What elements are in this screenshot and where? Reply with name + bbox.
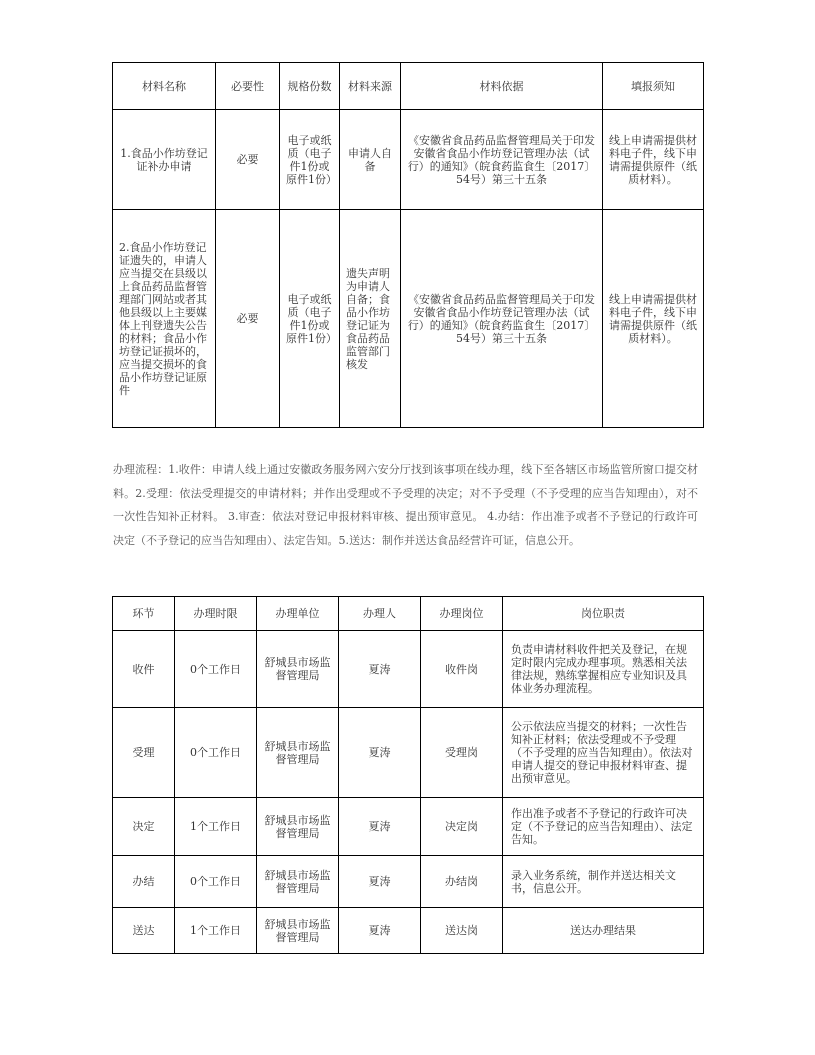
process-description: 办理流程：1.收件：申请人线上通过安徽政务服务网六安分厅找到该事项在线办理，线下至各辖区市场监管所窗口提交材料。2.受理：依法受理提交的申请材料；并作出受理或不予受理的决定；对不予受理（不予受理的应当告知理由），对不一次性告知补正材料。 3.审查：依法对登记申报材料审核、提出预审意见。 4.办结：作出准予或者不予登记的行政许可决定（不予登记的应当告知理由）、法定告知。5.送达：制作并送达食品经营许可证，信息公开。 [113,463,698,547]
notice-cell: 线上申请需提供材料电子件，线下申请需提供原件（纸质材料）。 [603,110,704,210]
column-header: 必要性 [216,63,280,110]
table-row [113,210,704,428]
duty-cell: 公示依法应当提交的材料；一次性告知补正材料；依法受理或不予受理（不予受理的应当告知理由）。依法对申请人提交的登记申报材料审查、提出预审意见。 [503,708,704,798]
step-cell: 办结 [113,856,175,908]
necessity-cell: 必要 [216,210,280,428]
column-header: 办理人 [339,597,421,631]
post-cell: 办结岗 [421,856,503,908]
unit-cell: 舒城县市场监督管理局 [257,908,339,954]
duty-cell: 送达办理结果 [503,908,704,954]
notice-cell: 线上申请需提供材料电子件，线下申请需提供原件（纸质材料）。 [603,210,704,428]
duty-cell: 作出准予或者不予登记的行政许可决定（不予登记的应当告知理由）、法定告知。 [503,798,704,856]
table-row [113,110,704,210]
steps-table [112,596,704,954]
column-header: 材料来源 [340,63,401,110]
step-cell: 送达 [113,908,175,954]
unit-cell: 舒城县市场监督管理局 [257,798,339,856]
post-cell: 送达岗 [421,908,503,954]
column-header: 环节 [113,597,175,631]
table-row [113,798,704,856]
column-header: 规格份数 [280,63,340,110]
person-cell: 夏涛 [339,908,421,954]
column-header: 材料名称 [113,63,216,110]
duty-cell: 录入业务系统，制作并送达相关文书，信息公开。 [503,856,704,908]
unit-cell: 舒城县市场监督管理局 [257,856,339,908]
source-cell: 遗失声明为申请人自备；食品小作坊登记证为食品药品监管部门核发 [340,210,401,428]
person-cell: 夏涛 [339,856,421,908]
column-header: 办理单位 [257,597,339,631]
step-cell: 受理 [113,708,175,798]
table-header-row [113,597,704,631]
material-name-cell: 1.食品小作坊登记证补办申请 [113,110,216,210]
time-cell: 1个工作日 [175,908,257,954]
basis-cell: 《安徽省食品药品监督管理局关于印发安徽省食品小作坊登记管理办法（试行）的通知》（皖食药监食生〔2017〕54号）第三十五条 [401,110,603,210]
basis-cell: 《安徽省食品药品监督管理局关于印发安徽省食品小作坊登记管理办法（试行）的通知》（皖食药监食生〔2017〕54号）第三十五条 [401,210,603,428]
unit-cell: 舒城县市场监督管理局 [257,708,339,798]
duty-cell: 负责申请材料收件把关及登记，在规定时限内完成办理事项。熟悉相关法律法规，熟练掌握相应专业知识及具体业务办理流程。 [503,631,704,708]
necessity-cell: 必要 [216,110,280,210]
materials-table [112,62,704,428]
time-cell: 0个工作日 [175,856,257,908]
spec-cell: 电子或纸质（电子件1份或原件1份） [280,210,340,428]
table-row [113,631,704,708]
time-cell: 0个工作日 [175,708,257,798]
step-cell: 决定 [113,798,175,856]
time-cell: 1个工作日 [175,798,257,856]
spec-cell: 电子或纸质（电子件1份或原件1份） [280,110,340,210]
table-row [113,708,704,798]
person-cell: 夏涛 [339,798,421,856]
table-row [113,908,704,954]
post-cell: 收件岗 [421,631,503,708]
post-cell: 决定岗 [421,798,503,856]
column-header: 材料依据 [401,63,603,110]
source-cell: 申请人自备 [340,110,401,210]
unit-cell: 舒城县市场监督管理局 [257,631,339,708]
column-header: 办理时限 [175,597,257,631]
step-cell: 收件 [113,631,175,708]
person-cell: 夏涛 [339,708,421,798]
time-cell: 0个工作日 [175,631,257,708]
column-header: 办理岗位 [421,597,503,631]
column-header: 岗位职责 [503,597,704,631]
table-header-row [113,63,704,110]
table-row [113,856,704,908]
material-name-cell: 2.食品小作坊登记证遗失的，申请人应当提交在县级以上食品药品监督管理部门网站或者其他县级以上主要媒体上刊登遗失公告的材料；食品小作坊登记证损坏的，应当提交损坏的食品小作坊登记证原件 [113,210,216,428]
post-cell: 受理岗 [421,708,503,798]
column-header: 填报须知 [603,63,704,110]
person-cell: 夏涛 [339,631,421,708]
